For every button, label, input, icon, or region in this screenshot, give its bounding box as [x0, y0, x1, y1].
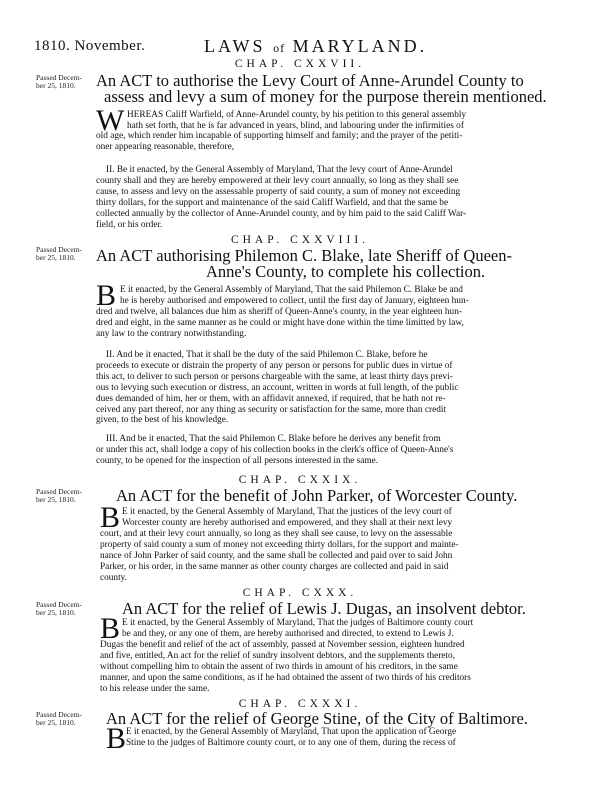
chapter-number: CHAP. CXXIX. [238, 474, 362, 486]
paragraph: E it enacted, by the General Assembly of Maryland, That upon the application of George Stine to the judges of Baltimore county court, or to any one of them, during the recess of [126, 727, 457, 748]
paragraph: E it enacted, by the General Assembly of Maryland, That the justices of the levy court of Worcester county are hereby authorised and empowered, and they shall at their next levy [122, 507, 453, 528]
header-year-month: 1810. November. [34, 38, 146, 54]
drop-cap: B [100, 612, 121, 645]
paragraph: Dugas the benefit and relief of the act of assembly, passed at November session, eighteen hundred and five, entitled, An act for the relief of sundry insolvent debtors, and the supplements thereto, without compelling him to obtain the assent of two thirds in amount of his creditors, in the same manner, and upon the same conditions, as if he had obtained the assent of two thirds of his creditors to his release under the same. [100, 640, 471, 694]
margin-note-passed: Passed Decem- ber 25, 1810. [36, 710, 83, 727]
margin-note-passed: Passed Decem- ber 25, 1810. [36, 245, 83, 262]
act-title: An ACT authorising Philemon C. Blake, late Sheriff of Queen- Anne's County, to complete his collection. [96, 246, 512, 281]
margin-note-passed: Passed Decem- ber 25, 1810. [36, 73, 83, 90]
paragraph: court, and at their levy court annually, so long as they shall see cause, to levy on the assessable property of said county a sum of money not exceeding thirty dollars, for the support and mainte- nance of John Parker of said county, and the same shall be collected and paid over to said John Parker, or his order, in the same manner as other county charges are collected and paid in said county. [100, 529, 459, 583]
paragraph: II. Be it enacted, by the General Assembly of Maryland, That the levy court of Anne-Arundel county shall and they are hereby empowered at their levy court annually, so long as they shall see cause, to assess and levy on the assessable property of said county, a sum of money not exceeding thirty dollars, for the support and maintenance of the said Califf Warfield, and that the same be collected annually by the collector of Anne-Arundel county, and by him paid to the said Califf War- field, or his order. [96, 165, 467, 230]
running-header [34, 36, 574, 58]
act-title: An ACT for the benefit of John Parker, of Worcester County. [116, 486, 518, 505]
act-title: An ACT to authorise the Levy Court of Anne-Arundel County to assess and levy a sum of money for the purpose therein mentioned. [96, 71, 547, 106]
paragraph: E it enacted, by the General Assembly of Maryland, That the said Philemon C. Blake be and he is hereby authorised and empowered to collect, until the first day of January, eighteen hun- [120, 285, 469, 306]
drop-cap: B [106, 722, 127, 755]
paragraph: III. And be it enacted, That the said Philemon C. Blake before he derives any benefit from or under this act, shall lodge a copy of his collection books in the clerk's office of Queen-Anne's county, to be opened for the inspection of all persons interested in the same. [96, 434, 454, 466]
header-title: LAWS of MARYLAND. [204, 36, 428, 56]
chapter-number: CHAP. CXXVIII. [230, 234, 370, 246]
paragraph: HEREAS Califf Warfield, of Anne-Arundel county, by his petition to this general assembly hath set forth, that he is far advanced in years, blind, and labouring under the infirmities of [127, 110, 467, 131]
act-title: An ACT for the relief of George Stine, of the City of Baltimore. [106, 709, 528, 728]
drop-cap: B [96, 279, 117, 312]
drop-cap: B [100, 501, 121, 534]
margin-note-passed: Passed Decem- ber 25, 1810. [36, 600, 83, 617]
drop-cap: W [96, 104, 125, 137]
paragraph: dred and twelve, all balances due him as sheriff of Queen-Anne's county, in the year eighteen hun- dred and eight, in the same manner as he could or might have done within the time limitted by law, any law to the contrary notwithstanding. [96, 307, 464, 339]
paragraph: old age, which render him incapable of supporting himself and family; and the prayer of the petiti- oner appearing reasonable, therefore, [96, 131, 463, 152]
act-title: An ACT for the relief of Lewis J. Dugas, an insolvent debtor. [122, 599, 526, 618]
paragraph: II. And be it enacted, That it shall be the duty of the said Philemon C. Blake, before he proceeds to execute or distrain the property of any person or persons for public dues in virtue of this act, to deliver to such person or persons chargeable with the same, at least thirty days previ- ous to levying such execution or distress, an account, written in words at full length, of the public dues demanded of him, her or them, with an affidavit annexed, if required, that he hath not re- ceived any part thereof, nor any thing as security or satisfaction for the same, more than credit given, to the best of his knowledge. [96, 350, 459, 426]
chapter-number: CHAP. CXXXI. [238, 698, 362, 710]
chapter-number: CHAP. CXXX. [242, 587, 358, 599]
chapter-number: CHAP. CXXVII. [234, 58, 366, 70]
margin-note-passed: Passed Decem- ber 25, 1810. [36, 487, 83, 504]
paragraph: E it enacted, by the General Assembly of Maryland, That the judges of Baltimore county court be and they, or any one of them, are hereby authorised and directed, to extend to Lewis J. [122, 618, 474, 639]
